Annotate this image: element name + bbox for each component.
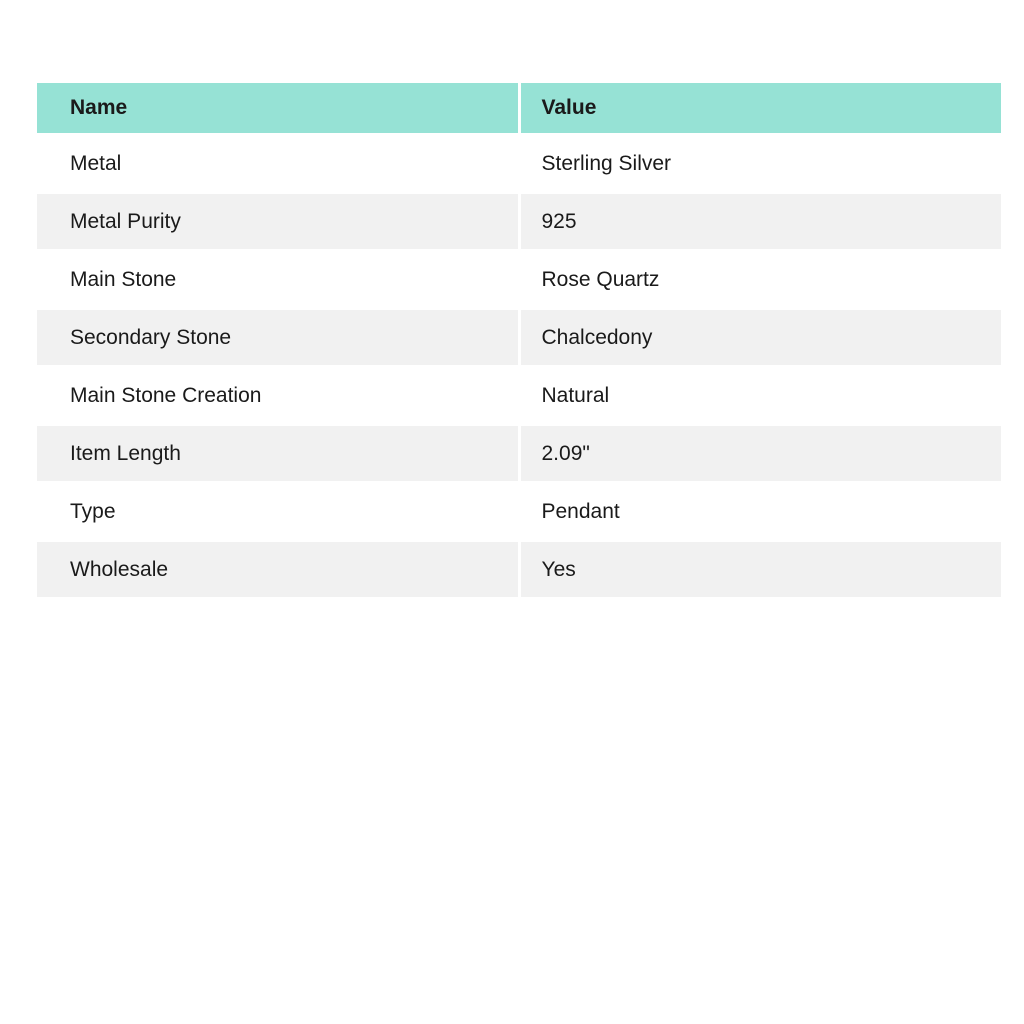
product-attributes-table xyxy=(37,83,1001,597)
table-cell-value: Yes xyxy=(521,542,1002,597)
column-header-value: Value xyxy=(521,83,1002,133)
table-cell-value: Rose Quartz xyxy=(521,252,1002,307)
table-cell-name: Metal xyxy=(37,136,518,191)
column-header-name: Name xyxy=(37,83,518,133)
table-cell-value: Chalcedony xyxy=(521,310,1002,365)
table-cell-value: Sterling Silver xyxy=(521,136,1002,191)
table-cell-name: Main Stone xyxy=(37,252,518,307)
table-cell-name: Main Stone Creation xyxy=(37,368,518,423)
table-cell-value: 2.09" xyxy=(521,426,1002,481)
table-cell-name: Type xyxy=(37,484,518,539)
table-cell-name: Item Length xyxy=(37,426,518,481)
table-cell-value: Pendant xyxy=(521,484,1002,539)
table-cell-value: 925 xyxy=(521,194,1002,249)
table-cell-name: Secondary Stone xyxy=(37,310,518,365)
table-cell-name: Metal Purity xyxy=(37,194,518,249)
table-cell-name: Wholesale xyxy=(37,542,518,597)
table-cell-value: Natural xyxy=(521,368,1002,423)
